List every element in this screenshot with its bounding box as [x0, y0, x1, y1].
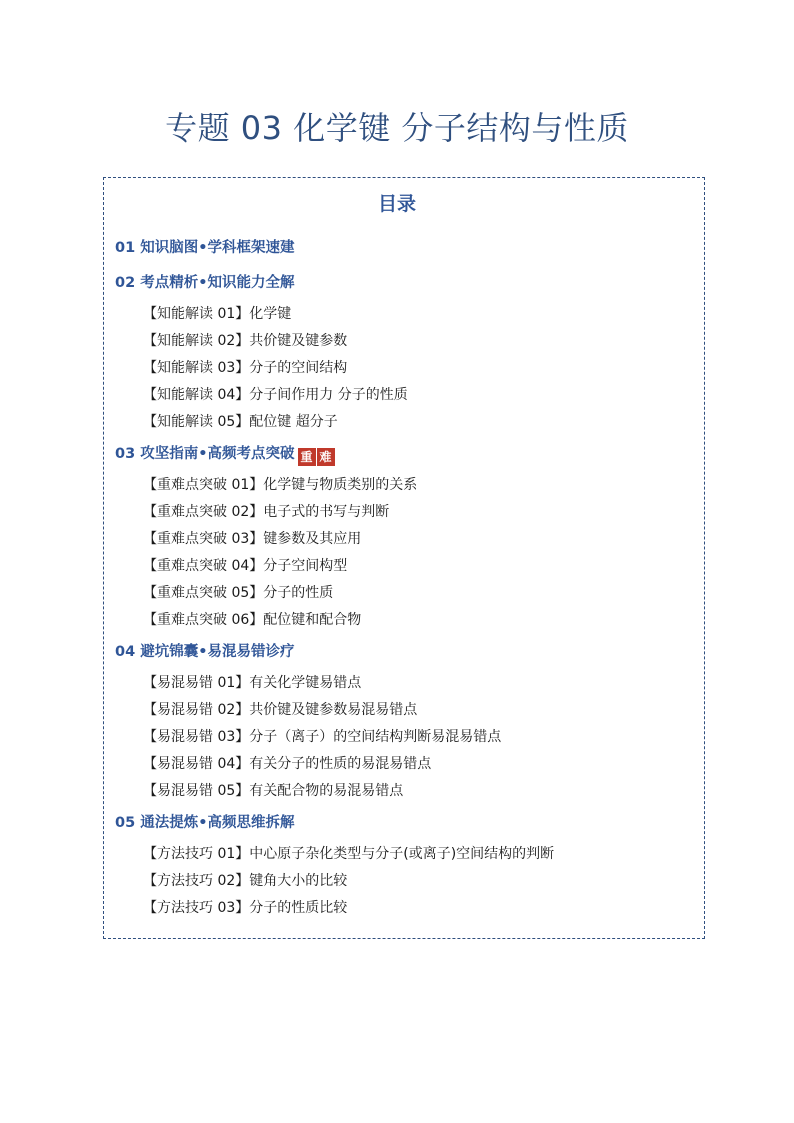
toc-item[interactable]: 【知能解读 01】化学键	[143, 306, 292, 322]
toc-item[interactable]: 【易混易错 02】共价键及键参数易混易错点	[143, 702, 418, 718]
toc-item[interactable]: 【方法技巧 01】中心原子杂化类型与分子(或离子)空间结构的判断	[143, 846, 555, 862]
difficulty-badge	[297, 448, 335, 466]
badge-char: 重	[298, 448, 316, 466]
toc-item[interactable]: 【重难点突破 06】配位键和配合物	[143, 612, 362, 628]
toc-section-02[interactable]: 02 考点精析•知识能力全解	[115, 275, 295, 291]
toc-item[interactable]: 【易混易错 04】有关分子的性质的易混易错点	[143, 756, 432, 772]
badge-char: 难	[317, 448, 335, 466]
toc-item[interactable]: 【易混易错 01】有关化学键易错点	[143, 675, 362, 691]
page-title: 专题 03 化学键 分子结构与性质	[165, 109, 629, 147]
toc-section-03[interactable]	[115, 442, 335, 466]
toc-item[interactable]: 【方法技巧 02】键角大小的比较	[143, 873, 348, 889]
toc-item[interactable]: 【知能解读 03】分子的空间结构	[143, 360, 348, 376]
toc-item[interactable]: 【知能解读 05】配位键 超分子	[143, 414, 338, 430]
toc-item[interactable]: 【知能解读 02】共价键及键参数	[143, 333, 348, 349]
toc-section-01[interactable]: 01 知识脑图•学科框架速建	[115, 240, 295, 256]
toc-item[interactable]: 【易混易错 03】分子（离子）的空间结构判断易混易错点	[143, 729, 502, 745]
toc-section-05[interactable]: 05 通法提炼•高频思维拆解	[115, 815, 295, 831]
toc-item[interactable]: 【知能解读 04】分子间作用力 分子的性质	[143, 387, 408, 403]
toc-item[interactable]: 【重难点突破 03】键参数及其应用	[143, 531, 362, 547]
toc-heading: 目录	[377, 193, 416, 215]
toc-item[interactable]: 【方法技巧 03】分子的性质比较	[143, 900, 348, 916]
toc-item[interactable]: 【易混易错 05】有关配合物的易混易错点	[143, 783, 404, 799]
toc-item[interactable]: 【重难点突破 02】电子式的书写与判断	[143, 504, 390, 520]
toc-item[interactable]: 【重难点突破 04】分子空间构型	[143, 558, 348, 574]
toc-item[interactable]: 【重难点突破 01】化学键与物质类别的关系	[143, 477, 418, 493]
toc-section-04[interactable]: 04 避坑锦囊•易混易错诊疗	[115, 644, 295, 660]
toc-section-03-label: 03 攻坚指南•高频考点突破	[115, 446, 295, 462]
toc-item[interactable]: 【重难点突破 05】分子的性质	[143, 585, 334, 601]
